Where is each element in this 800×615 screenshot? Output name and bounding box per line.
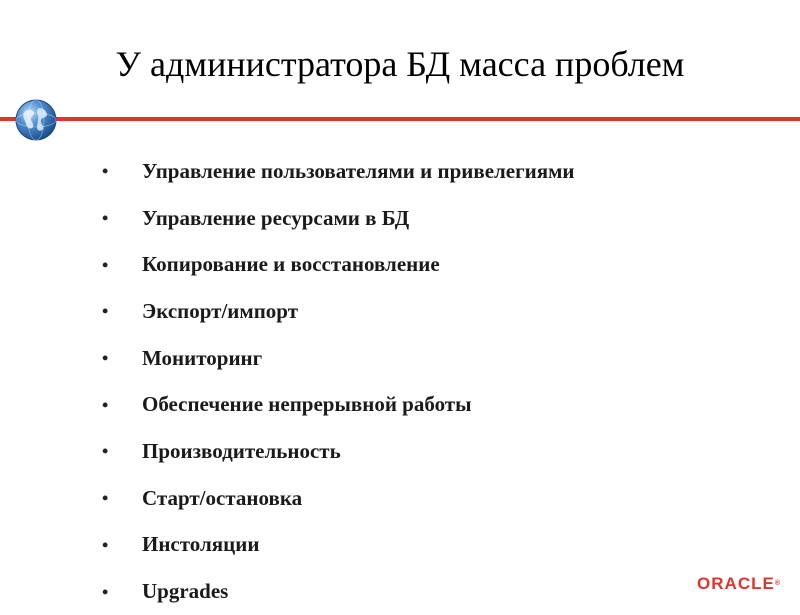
- list-item: [102, 195, 575, 242]
- list-item: [102, 335, 575, 382]
- list-item-text: Старт/остановка: [142, 485, 303, 510]
- title-divider: [0, 117, 800, 121]
- list-item: [102, 148, 575, 195]
- list-item-text: Экспорт/импорт: [142, 298, 299, 323]
- bullet-list: [102, 148, 575, 615]
- list-item: [102, 475, 575, 522]
- list-item: [102, 241, 575, 288]
- bullet-icon: •: [102, 301, 109, 322]
- list-item-text: Upgrades: [142, 579, 229, 604]
- list-item-text: Инстоляции: [142, 532, 260, 557]
- bullet-icon: •: [102, 488, 109, 509]
- list-item: [102, 568, 575, 615]
- bullet-icon: •: [102, 534, 109, 555]
- logo-text: ORACLE: [697, 574, 775, 593]
- list-item-text: Обеспечение непрерывной работы: [142, 392, 472, 417]
- slide-title: У администратора БД масса проблем: [115, 44, 685, 84]
- list-item-text: Управление пользователями и привелегиями: [142, 158, 575, 183]
- registered-mark: ®: [774, 580, 780, 587]
- bullet-icon: •: [102, 581, 109, 602]
- bullet-icon: •: [102, 348, 109, 369]
- list-item-text: Мониторинг: [142, 345, 263, 370]
- bullet-icon: •: [102, 161, 109, 182]
- list-item: [102, 288, 575, 335]
- bullet-icon: •: [102, 208, 109, 229]
- bullet-icon: •: [102, 441, 109, 462]
- list-item: [102, 381, 575, 428]
- bullet-icon: •: [102, 254, 109, 275]
- list-item: [102, 522, 575, 569]
- list-item-text: Управление ресурсами в БД: [142, 205, 410, 230]
- list-item-text: Копирование и восстановление: [142, 252, 440, 277]
- list-item: [102, 428, 575, 475]
- oracle-logo: [697, 574, 780, 594]
- globe-icon: [14, 98, 58, 142]
- bullet-icon: •: [102, 394, 109, 415]
- list-item-text: Производительность: [142, 438, 341, 463]
